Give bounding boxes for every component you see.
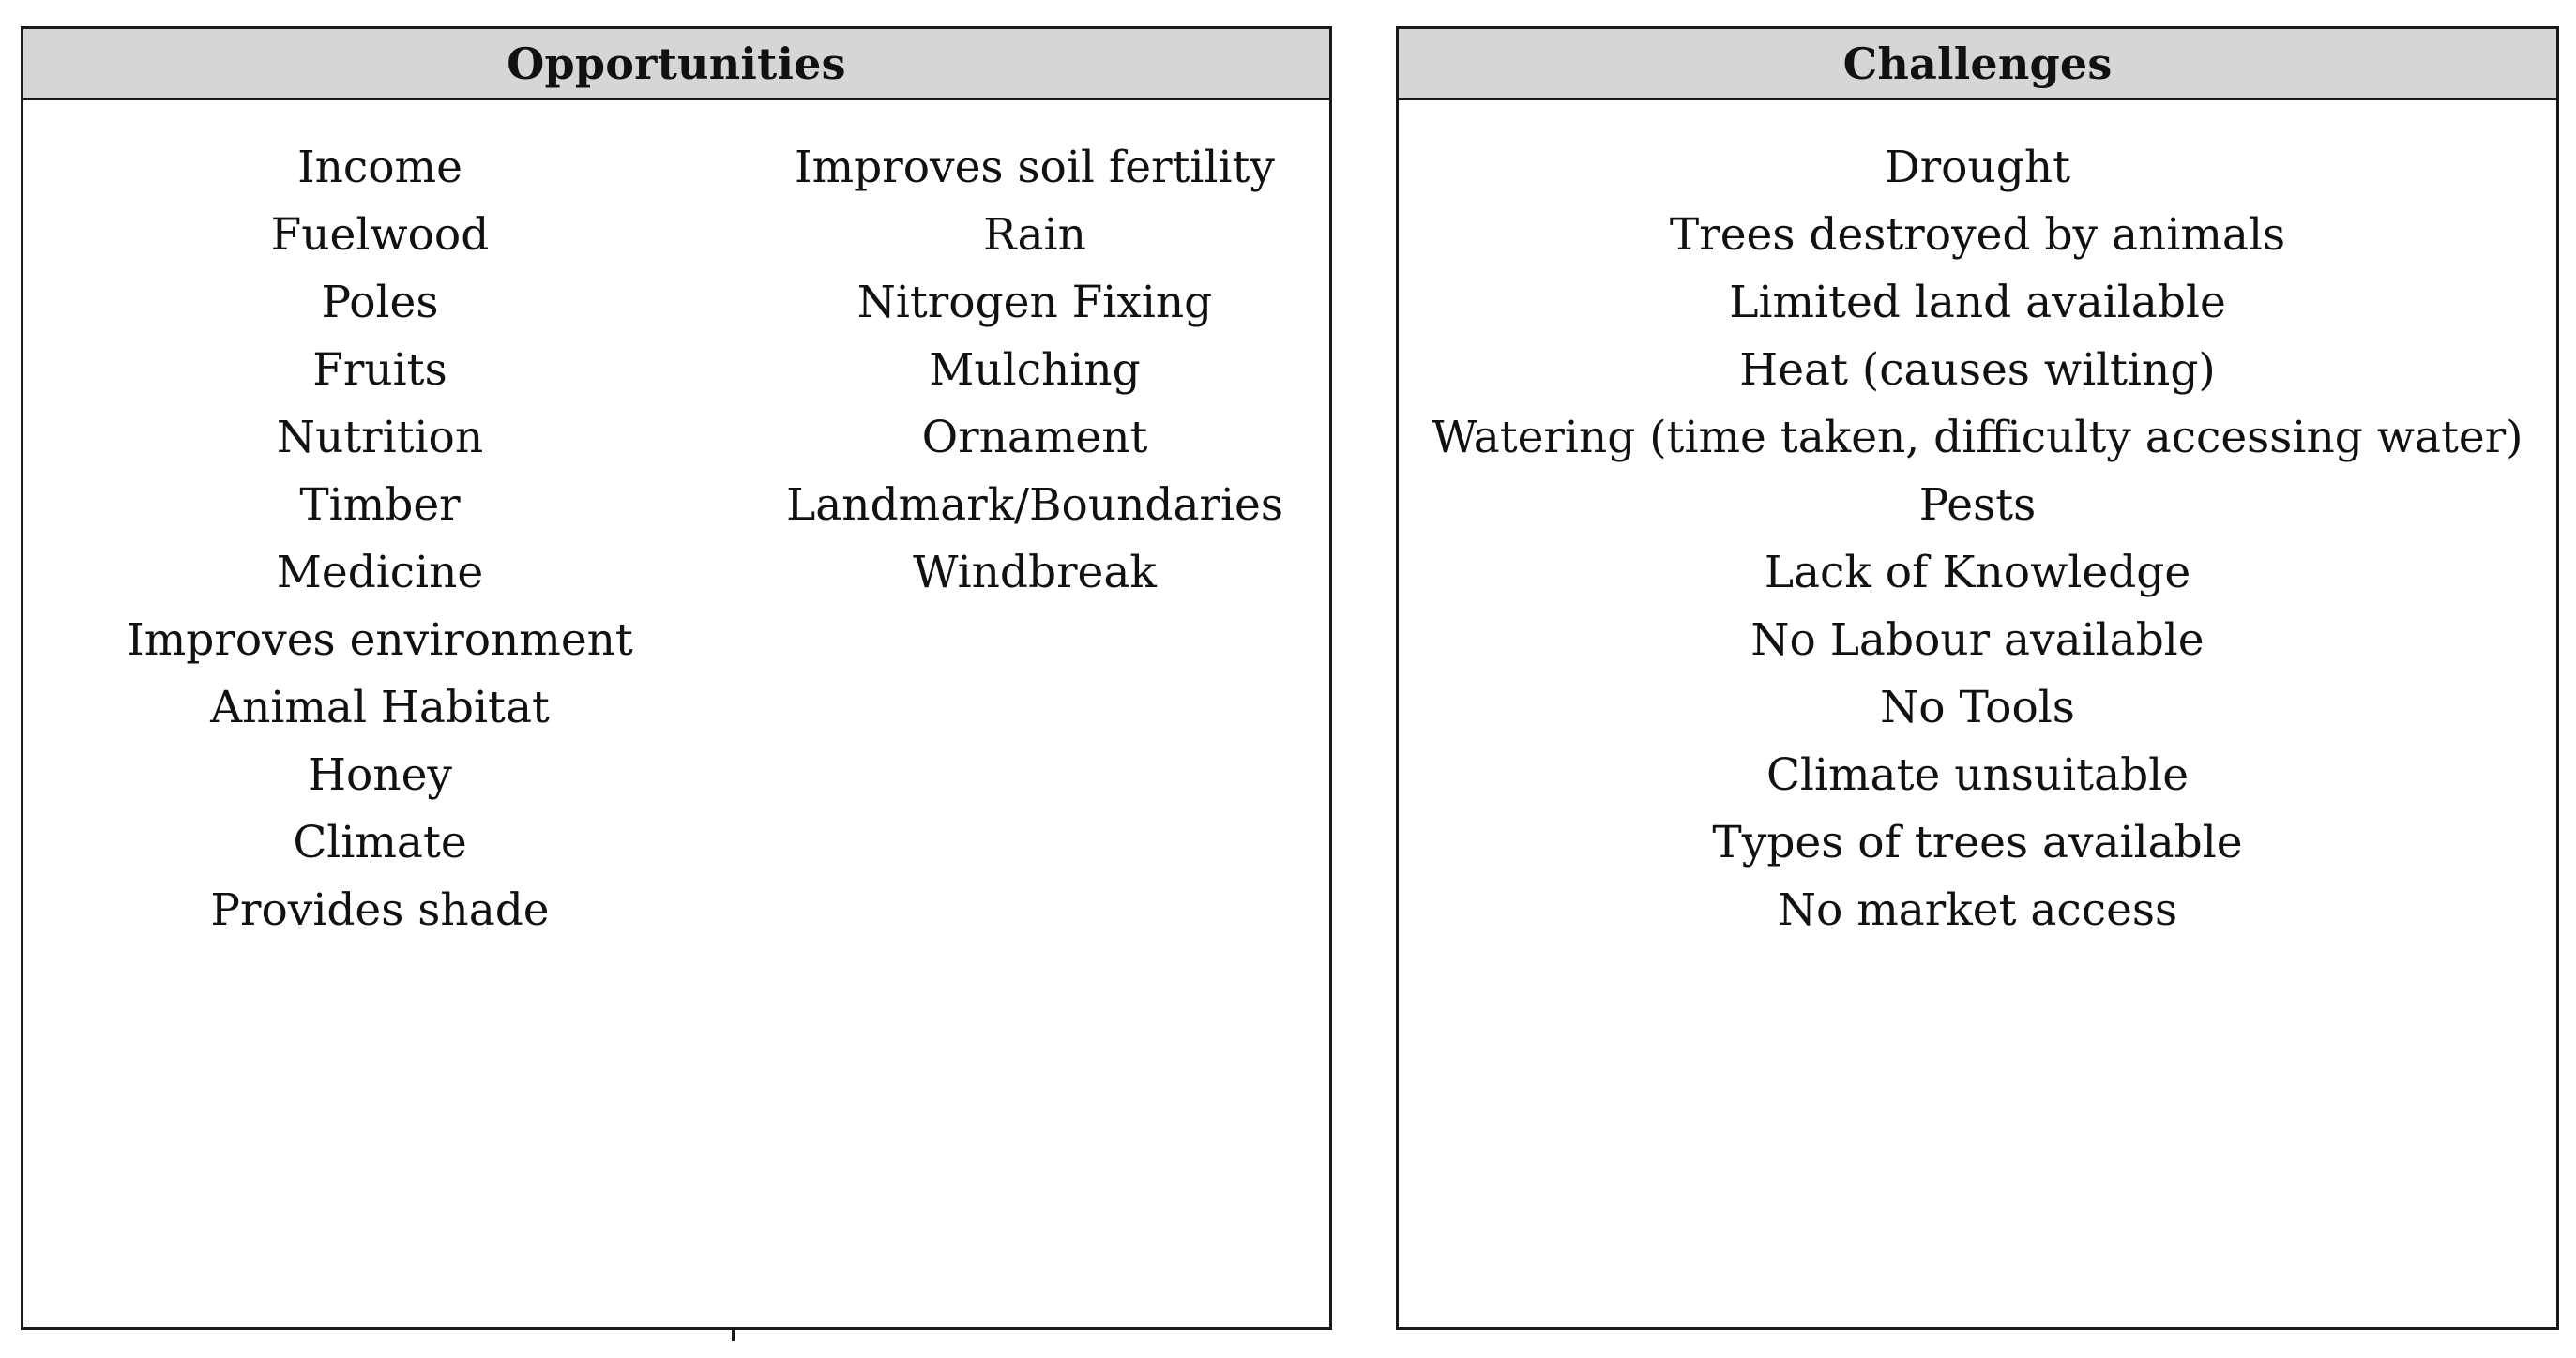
opportunity-item: Honey — [308, 749, 452, 801]
opportunities-column-1 — [23, 134, 736, 944]
opportunity-item: Climate — [293, 817, 467, 868]
opportunities-panel — [21, 26, 1332, 1330]
column-divider-tick — [732, 1330, 735, 1341]
opportunity-item: Ornament — [921, 412, 1148, 463]
opportunity-item: Landmark/Boundaries — [786, 479, 1283, 531]
challenge-item: Pests — [1918, 479, 2037, 531]
opportunity-item: Rain — [983, 209, 1086, 261]
opportunity-item: Fruits — [312, 344, 447, 396]
opportunity-item: Nitrogen Fixing — [856, 277, 1213, 328]
challenge-item: No Tools — [1880, 682, 2075, 733]
challenge-item: Types of trees available — [1712, 817, 2243, 868]
opportunity-item: Improves environment — [127, 614, 633, 666]
opportunity-item: Medicine — [276, 547, 484, 598]
challenge-item: Heat (causes wilting) — [1739, 344, 2216, 396]
opportunity-item: Windbreak — [913, 547, 1157, 598]
challenges-panel — [1396, 26, 2559, 1330]
opportunity-item: Poles — [321, 277, 439, 328]
challenge-item: Climate unsuitable — [1765, 749, 2190, 801]
opportunities-body — [23, 100, 1329, 1327]
challenges-column — [1399, 134, 2556, 944]
challenge-item: Trees destroyed by animals — [1669, 209, 2286, 261]
opportunities-header: Opportunities — [23, 29, 1329, 100]
opportunity-item: Mulching — [929, 344, 1141, 396]
opportunity-item: Nutrition — [276, 412, 484, 463]
challenges-body — [1399, 100, 2556, 1327]
opportunity-item: Income — [297, 142, 462, 193]
opportunity-item: Animal Habitat — [210, 682, 550, 733]
opportunity-item: Provides shade — [210, 884, 550, 936]
opportunity-item: Fuelwood — [270, 209, 490, 261]
challenge-item: Lack of Knowledge — [1764, 547, 2191, 598]
challenge-item: Watering (time taken, difficulty accessing water) — [1432, 412, 2523, 463]
challenges-header: Challenges — [1399, 29, 2556, 100]
opportunities-column-2 — [736, 134, 1333, 607]
opportunity-item: Improves soil fertility — [795, 142, 1275, 193]
challenge-item: No market access — [1777, 884, 2178, 936]
opportunity-item: Timber — [299, 479, 461, 531]
challenge-item: Drought — [1885, 142, 2070, 193]
challenge-item: Limited land available — [1729, 277, 2226, 328]
challenge-item: No Labour available — [1750, 614, 2205, 666]
